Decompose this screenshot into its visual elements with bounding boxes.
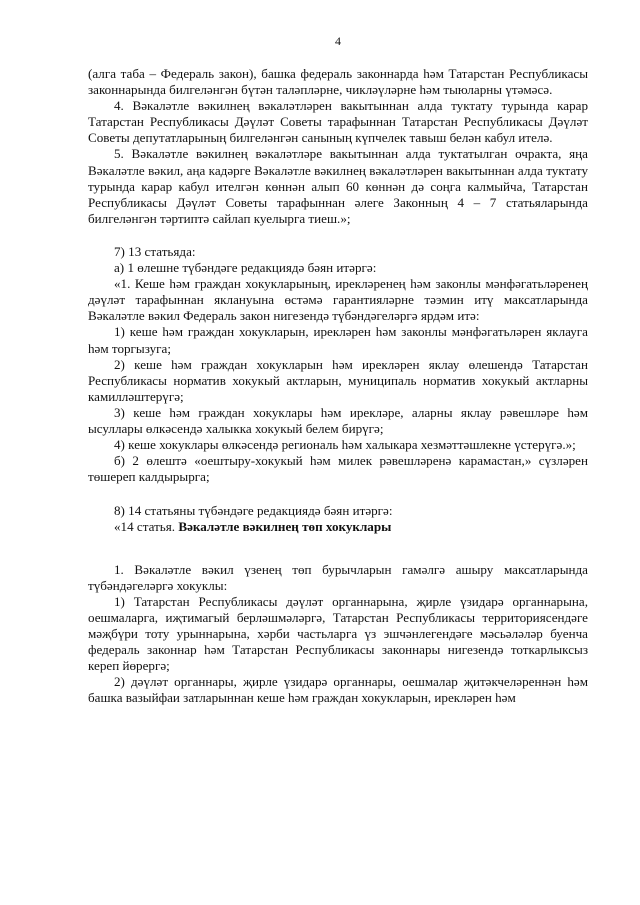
paragraph-item-4: 4. Вәкаләтле вәкилнең вәкаләтләрен вакытыннан алда туктату турында карар Татарстан Республикасы Дәүләт Советы тарафыннан Татарстан Республикасы Дәүләт Советы депутатларының билгеләнгән санының күпчелек тавыш белән кабул ителә.: [88, 98, 588, 146]
paragraph-subitem-b: б) 2 өлештә «оештыру-хокукый һәм милек рәвешләренә карамастан,» сүзләрен төшереп калдырырга;: [88, 453, 588, 485]
paragraph-right-2: 2) дәүләт органнары, җирле үзидарә органнары, оешмалар җитәкчеләреннән һәм башка вазыйфаи затларыннан кеше һәм граждан хокукларын, ирекләрен һәм: [88, 674, 588, 706]
paragraph-list-2: 2) кеше һәм граждан хокукларын һәм ирекләрен яклау өлешендә Татарстан Республикасы норматив хокукый актларын, муниципаль норматив хокукый актларны камилләштерүгә;: [88, 356, 588, 404]
paragraph-list-4: 4) кеше хокуклары өлкәсендә региональ һәм халыкара хезмәттәшлекне үстерүгә.»;: [114, 437, 576, 453]
paragraph-list-1: 1) кеше һәм граждан хокукларын, ирекләрен һәм законлы мәнфәгатьләрен яклауга һәм торгызуга;: [88, 324, 588, 356]
page-number: 4: [335, 34, 341, 48]
paragraph-continuation: (алга таба – Федераль закон), башка федераль законнарда һәм Татарстан Республикасы законнарында билгеләнгән бүтән таләпләрне, чикләүләрне һәм тыюларны үтәмәсә.: [88, 66, 588, 98]
paragraph-quote-1: «1. Кеше һәм граждан хокукларының, ирекләренең һәм законлы мәнфәгатьләренең дәүләт тарафыннан яклануына өстәмә гарантияләрне тәэмин итү максатларында Вәкаләтле вәкил Федераль закон нигезендә түбәндәгеләргә ярдәм итә:: [88, 276, 588, 324]
paragraph-subitem-a: а) 1 өлешне түбәндәге редакциядә бәян итәргә:: [114, 260, 377, 276]
paragraph-amendment-8: 8) 14 статьяны түбәндәге редакциядә бәян итәргә:: [114, 503, 393, 519]
paragraph-right-1: 1) Татарстан Республикасы дәүләт органнарына, җирле үзидарә органнарына, оешмаларга, иҗтимагый берләшмәләргә, Татарстан Республикасы территориясендәге мәҗбүри тоту урыннарына, хәрби частьларга үз эшчәнлегендәге мәсьәләләр буенча федераль законнар һәм Татарстан Республикасы законнары нигезендә тоткарлыксыз кереп йөрергә;: [88, 593, 588, 674]
paragraph-article-part-1: 1. Вәкаләтле вәкил үзенең төп бурычларын гамәлгә ашыру максатларында түбәндәгеләргә хокуклы:: [88, 561, 588, 593]
article-number: «14 статья.: [114, 519, 176, 535]
paragraph-amendment-7: 7) 13 статьяда:: [114, 243, 196, 259]
paragraph-list-3: 3) кеше һәм граждан хокуклары һәм ирекләре, аларны яклау рәвешләре һәм ысуллары өлкәсендә халыкка хокукый белем бирүгә;: [88, 404, 588, 436]
paragraph-item-5: 5. Вәкаләтле вәкилнең вәкаләтләре вакытыннан алда туктатылган очракта, яңа Вәкаләтле вәкил, аңа кадәрге Вәкаләтле вәкилнең вәкаләтләрен вакытыннан алда туктату турында карар кабул ителгән көннән алып 60 көннән дә соңга калмыйча, Татарстан Республикасы Дәүләт Советы тарафыннан әлеге Законның 4 – 7 статьяларында билгеләнгән тәртиптә сайлап куелырга тиеш.»;: [88, 146, 588, 226]
article-title: Вәкаләтле вәкилнең төп хокуклары: [178, 519, 392, 535]
article-heading: [88, 519, 588, 535]
